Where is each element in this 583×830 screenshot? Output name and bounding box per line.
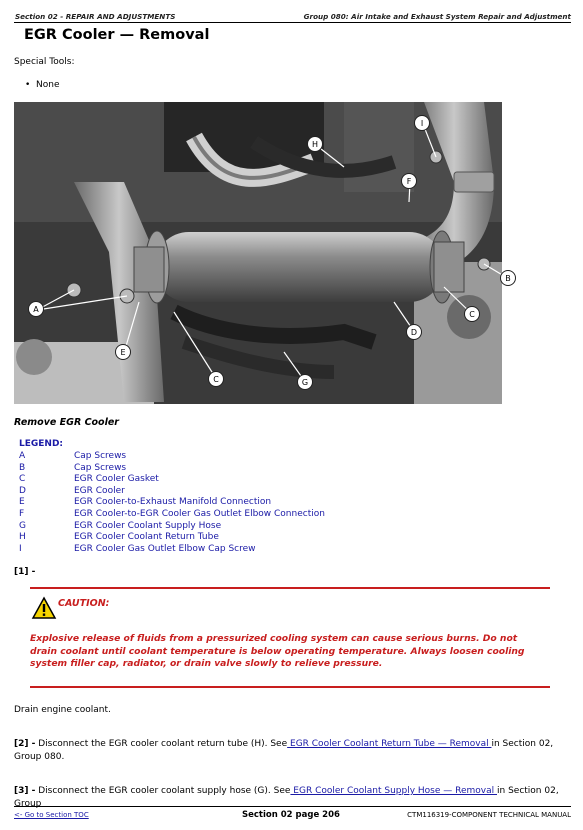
egr-cooler-figure [14,102,511,404]
callout-c-left-label: C [213,375,219,384]
drain-instruction: Drain engine coolant. [14,705,111,715]
section-toc-link[interactable]: <- Go to Section TOC [14,811,89,819]
page-title: EGR Cooler — Removal [24,27,210,43]
callout-i-label: I [420,119,424,128]
step-3-number: [3] - [14,786,36,796]
legend-text: EGR Cooler Gas Outlet Elbow Cap Screw [74,543,256,554]
legend-text: EGR Cooler Coolant Return Tube [74,532,219,543]
callout-b-label: B [505,274,511,283]
legend-text: EGR Cooler Coolant Supply Hose [74,520,222,531]
legend-row [19,485,125,498]
callout-f [401,173,417,189]
callout-layer [14,102,511,404]
legend-key: E [19,497,25,508]
special-tools-label: Special Tools: [14,57,75,67]
caution-heading: CAUTION: [58,598,110,609]
callout-c-right-label: C [469,310,475,319]
legend-row [19,474,159,486]
legend-row [19,462,127,475]
legend-row [19,520,222,533]
callout-a [28,301,44,317]
callout-b [500,270,516,286]
legend-key: I [19,543,22,554]
step-2-tail: in Section 02, Group 080. [14,739,554,762]
legend-text: Cap Screws [74,451,127,461]
legend-title: LEGEND: [19,439,64,449]
warning-icon [32,597,56,623]
callout-c-left [208,371,224,387]
egr-coolant-supply-hose-link[interactable]: EGR Cooler Coolant Supply Hose — Removal [290,786,497,796]
callout-leaders [14,102,502,404]
legend-row [19,532,219,544]
callout-h [307,136,323,152]
callout-h-label: H [311,140,318,149]
special-tools-item: • None [25,80,60,90]
header-divider [14,22,571,23]
callout-d-label: D [410,328,418,337]
special-tools-value: None [36,80,60,90]
callout-e-label: E [120,348,126,357]
step-2-text: Disconnect the EGR cooler coolant return tube (H). See [35,739,288,749]
header-section: Section 02 - REPAIR AND ADJUSTMENTS [15,12,176,21]
step-3-text: Disconnect the EGR cooler coolant supply hose (G). See [35,786,291,796]
legend-text: Cap Screws [74,462,127,473]
step-3 [14,785,566,811]
caution-box [30,587,550,688]
page-footer [14,811,571,823]
legend [19,439,325,555]
footer-divider [14,806,571,807]
step-3-tail: in Section 02, Group [14,786,559,809]
callout-a-label: A [33,305,39,314]
page-header [10,8,571,22]
egr-coolant-return-tube-link[interactable]: EGR Cooler Coolant Return Tube — Removal [287,739,492,749]
step-2-number: [2] - [14,739,36,749]
callout-e [115,344,131,360]
legend-key: C [19,474,26,485]
legend-row [19,451,127,463]
page-number: Section 02 page 206 [242,810,340,820]
legend-text: EGR Cooler-to-Exhaust Manifold Connection [74,497,272,508]
legend-key: H [19,532,26,543]
step-1-label: [1] - [14,567,36,577]
legend-text: EGR Cooler [74,485,125,496]
legend-key: D [19,485,26,496]
callout-i [414,115,430,131]
legend-key: F [19,508,25,519]
callout-g-label: G [301,378,309,387]
legend-key: B [19,462,26,473]
legend-row [19,508,325,521]
step-2 [14,738,566,764]
legend-text: EGR Cooler-to-EGR Cooler Gas Outlet Elbow Connection [74,508,325,519]
caution-text: Explosive release of fluids from a pressurized cooling system can cause serious burns. Do not drain coolant until coolant temperature is below operating temperature. Always loosen cooling system filler cap, radiator, or drain valve slowly to relieve pressure. [30,633,525,669]
legend-key: A [19,451,26,461]
legend-text: EGR Cooler Gasket [74,474,159,485]
manual-id: CTM116319-COMPONENT TECHNICAL MANUAL [407,811,571,819]
callout-d [406,324,422,340]
header-group: Group 080: Air Intake and Exhaust System Repair and Adjustment [303,12,571,21]
legend-row [19,543,256,556]
callout-g [297,374,313,390]
callout-f-label: F [406,177,412,186]
legend-key: G [19,520,26,531]
callout-c-right [464,306,480,322]
figure-caption: Remove EGR Cooler [14,417,119,428]
legend-row [19,497,272,509]
